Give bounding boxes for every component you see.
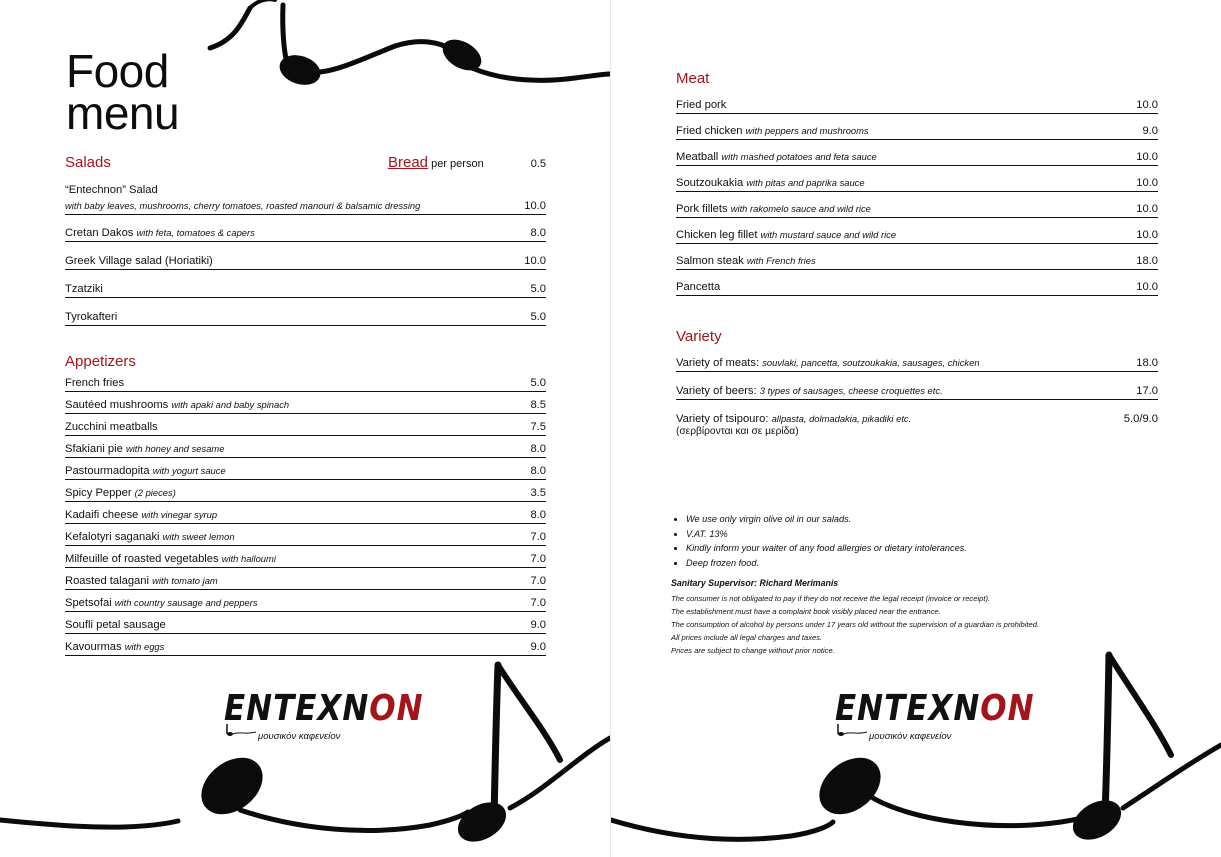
legal-notice (671, 592, 1039, 657)
menu-row (65, 247, 546, 270)
menu-row (676, 221, 1158, 244)
legal-line: The establishment must have a complaint book visibly placed near the entrance. (671, 607, 941, 616)
menu-row (65, 219, 546, 242)
item-price: 9.0 (530, 641, 546, 653)
entechnon-logo (835, 688, 1035, 748)
menu-row (65, 413, 546, 436)
item-name: Variety of meats: (676, 357, 760, 369)
salads-heading: Salads (65, 154, 111, 171)
note-item: • V.AT. 13% (686, 527, 967, 542)
variety-note: (σερβίρονται και σε μερίδα) (676, 426, 799, 437)
menu-page-right (611, 0, 1221, 857)
item-description: with peppers and mushrooms (745, 125, 869, 136)
item-name: Fried pork (676, 99, 727, 111)
menu-row (676, 143, 1158, 166)
item-name: Kavourmas (65, 641, 122, 653)
item-description: allpasta, dolmadakia, pikadiki etc. (771, 413, 912, 424)
item-name: Kadaifi cheese (65, 509, 139, 521)
logo-tagline: μουσικόν καφενείον (869, 731, 952, 742)
item-description: (2 pieces) (134, 487, 176, 498)
menu-row (65, 633, 546, 656)
menu-row (676, 349, 1158, 372)
item-name: Tyrokafteri (65, 311, 118, 323)
notes-list (668, 512, 967, 570)
logo-tagline: μουσικόν καφενείον (258, 731, 341, 742)
item-description: souvlaki, pancetta, soutzoukakia, sausages, chicken (762, 357, 980, 368)
item-price: 10.0 (1136, 99, 1158, 111)
legal-line: Prices are subject to change without prior notice. (671, 646, 835, 655)
item-name: Meatball (676, 151, 719, 163)
menu-row (65, 435, 546, 458)
item-name: Sfakiani pie (65, 443, 123, 455)
menu-page-left (0, 0, 610, 857)
menu-row (676, 91, 1158, 114)
logo-word-main: ENTEXN (835, 688, 981, 730)
item-price: 9.0 (530, 619, 546, 631)
item-name: Zucchini meatballs (65, 421, 158, 433)
sanitary-supervisor: Sanitary Supervisor: Richard Merimanis (671, 578, 839, 588)
item-description: with honey and sesame (125, 443, 225, 454)
menu-row (65, 589, 546, 612)
item-description: with vinegar syrup (141, 509, 218, 520)
item-name: Sautéed mushrooms (65, 399, 169, 411)
item-name: Pork fillets (676, 203, 728, 215)
item-name: Spicy Pepper (65, 487, 132, 499)
item-price: 18.0 (1136, 255, 1158, 267)
item-description: with yogurt sauce (152, 465, 226, 476)
item-price: 10.0 (524, 200, 546, 212)
item-price: 5.0 (530, 311, 546, 323)
menu-row (676, 117, 1158, 140)
item-name: Greek Village salad (Horiatiki) (65, 255, 213, 267)
item-price: 3.5 (530, 487, 546, 499)
menu-row (65, 275, 546, 298)
item-price: 10.0 (1136, 177, 1158, 189)
menu-row (65, 567, 546, 590)
item-price: 8.5 (530, 399, 546, 411)
menu-row (65, 545, 546, 568)
item-description: with pitas and paprika sauce (746, 177, 865, 188)
meat-heading: Meat (676, 70, 710, 87)
item-price: 7.0 (530, 597, 546, 609)
legal-line: The consumer is not obligated to pay if they do not receive the legal receipt (invoice or receipt). (671, 594, 991, 603)
item-price: 7.0 (530, 531, 546, 543)
item-name: Spetsofai (65, 597, 112, 609)
item-price: 10.0 (1136, 151, 1158, 163)
menu-row (65, 391, 546, 414)
menu-row (676, 247, 1158, 270)
item-name: Soufli petal sausage (65, 619, 166, 631)
item-description: with feta, tomatoes & capers (136, 227, 255, 238)
item-price: 5.0 (530, 283, 546, 295)
menu-row (676, 377, 1158, 400)
item-price: 5.0/9.0 (1123, 413, 1158, 425)
item-price: 8.0 (530, 227, 546, 239)
bread-price: 0.5 (530, 158, 546, 170)
item-price: 8.0 (530, 465, 546, 477)
bread-item (388, 154, 546, 171)
item-description: with mustard sauce and wild rice (760, 229, 897, 240)
item-name: Pastourmadopita (65, 465, 150, 477)
item-name: Milfeuille of roasted vegetables (65, 553, 219, 565)
item-description: with rakomelo sauce and wild rice (730, 203, 871, 214)
menu-row (676, 405, 1158, 427)
item-name: Fried chicken (676, 125, 743, 137)
item-price: 10.0 (524, 255, 546, 267)
item-name: Chicken leg fillet (676, 229, 758, 241)
logo-word-accent: ON (369, 688, 424, 730)
item-price: 8.0 (530, 443, 546, 455)
item-name: Variety of tsipouro: (676, 413, 769, 425)
item-description: with tomato jam (152, 575, 218, 586)
item-description: with country sausage and peppers (114, 597, 258, 608)
variety-heading: Variety (676, 328, 722, 345)
item-description: with eggs (124, 641, 165, 652)
legal-line: All prices include all legal charges and taxes. (671, 633, 823, 642)
note-item: • Deep frozen food. (686, 556, 967, 571)
item-name: Salmon steak (676, 255, 744, 267)
menu-title-line-1: Food (66, 45, 169, 97)
menu-row (65, 479, 546, 502)
logo-word-accent: ON (980, 688, 1035, 730)
menu-row (676, 195, 1158, 218)
item-price: 7.0 (530, 575, 546, 587)
menu-row (65, 192, 546, 215)
menu-row (65, 523, 546, 546)
item-price: 10.0 (1136, 281, 1158, 293)
item-name: Tzatziki (65, 283, 103, 295)
bread-suffix: per person (431, 158, 484, 170)
menu-row (65, 501, 546, 524)
menu-title-line-2: menu (66, 87, 180, 139)
menu-row (676, 169, 1158, 192)
music-note-icon (835, 722, 869, 738)
item-name: Cretan Dakos (65, 227, 134, 239)
item-price: 10.0 (1136, 229, 1158, 241)
item-price: 5.0 (530, 377, 546, 389)
item-description: with French fries (746, 255, 816, 266)
note-item: • Kindly inform your waiter of any food allergies or dietary intolerances. (686, 541, 967, 556)
bread-label: Bread (388, 154, 429, 171)
item-price: 10.0 (1136, 203, 1158, 215)
note-item: • We use only virgin olive oil in our salads. (686, 512, 967, 527)
item-description: with apaki and baby spinach (171, 399, 290, 410)
item-price: 9.0 (1142, 125, 1158, 137)
item-name: French fries (65, 377, 125, 389)
menu-row (65, 369, 546, 392)
salad-entechnon-title: “Entechnon” Salad (65, 184, 158, 196)
menu-title (66, 45, 180, 139)
item-price: 8.0 (530, 509, 546, 521)
music-note-icon (224, 722, 258, 738)
item-description: with mashed potatoes and feta sauce (721, 151, 877, 162)
item-name: Variety of beers: (676, 385, 757, 397)
item-name: Soutzoukakia (676, 177, 744, 189)
menu-row (676, 273, 1158, 296)
item-price: 7.0 (530, 553, 546, 565)
item-description: with sweet lemon (162, 531, 235, 542)
item-price: 17.0 (1136, 385, 1158, 397)
legal-line: The consumption of alcohol by persons under 17 years old without the supervision of a guardian is prohibited. (671, 620, 1040, 629)
menu-row (65, 457, 546, 480)
menu-row (65, 303, 546, 326)
logo-word-main: ENTEXN (224, 688, 370, 730)
item-description: 3 types of sausages, cheese croquettes etc. (759, 385, 943, 396)
appetizers-heading: Appetizers (65, 353, 136, 370)
item-price: 7.5 (530, 421, 546, 433)
item-name: Roasted talagani (65, 575, 149, 587)
item-price: 18.0 (1136, 357, 1158, 369)
item-description: with baby leaves, mushrooms, cherry tomatoes, roasted manouri & balsamic dressing (65, 200, 421, 211)
entechnon-logo (224, 688, 424, 748)
item-description: with halloumi (221, 553, 276, 564)
item-name: Kefalotyri saganaki (65, 531, 160, 543)
item-name: Pancetta (676, 281, 721, 293)
menu-row (65, 611, 546, 634)
